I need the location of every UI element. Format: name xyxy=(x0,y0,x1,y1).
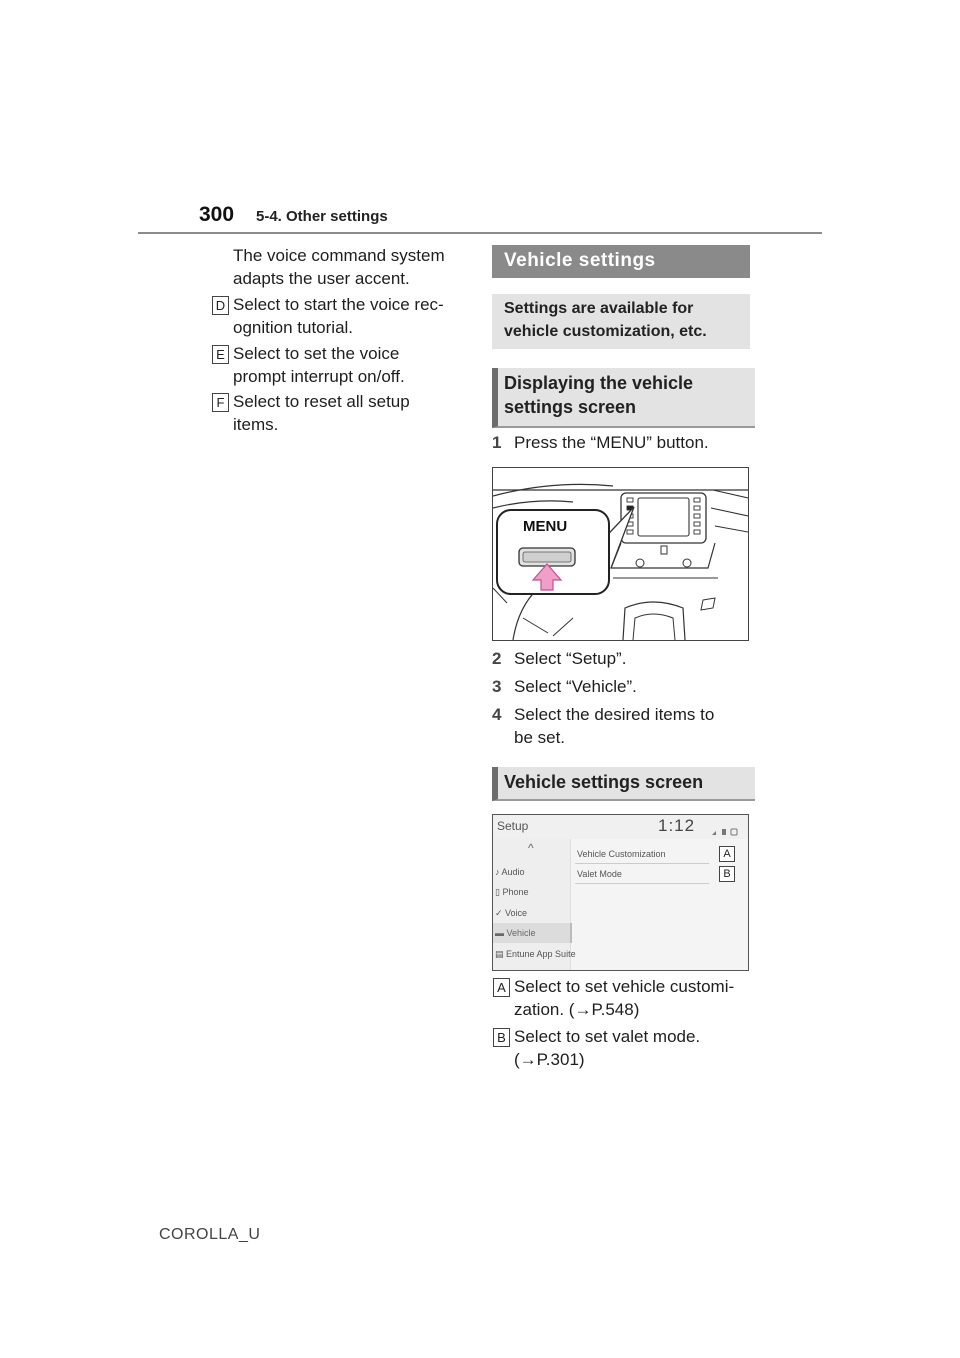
step-3-text: Select “Vehicle”. xyxy=(514,677,637,696)
screen-badge-b: B xyxy=(719,866,735,882)
item-f-text xyxy=(233,390,410,436)
summary-line1: Settings are available for xyxy=(504,300,694,317)
step-2-text: Select “Setup”. xyxy=(514,649,627,668)
setup-screen-time: 1:12 xyxy=(658,816,696,835)
vehicle-settings-title: Vehicle settings xyxy=(492,245,750,278)
item-a-text xyxy=(514,975,734,1021)
step-1-text: Press the “MENU” button. xyxy=(514,433,709,452)
app-suite-icon: ▤ xyxy=(495,949,507,959)
phone-icon: ▯ xyxy=(495,887,503,897)
item-b-text xyxy=(514,1025,700,1071)
step-3-number: 3 xyxy=(492,677,502,696)
item-b-line1: Select to set valet mode. xyxy=(514,1027,701,1046)
screen-badge-a: A xyxy=(719,846,735,862)
callout-badge-a: A xyxy=(493,978,510,997)
car-icon: ▬ xyxy=(495,928,507,938)
item-f-line1: Select to reset all setup xyxy=(233,392,410,411)
item-f-line2: items. xyxy=(233,415,279,434)
dashboard-drawing xyxy=(493,468,748,640)
display-header-line1: Displaying the vehicle xyxy=(504,373,694,393)
step-3 xyxy=(492,675,637,698)
vehicle-settings-screen-header: Vehicle settings screen xyxy=(492,767,755,801)
section-title: 5-4. Other settings xyxy=(256,208,388,225)
callout-badge-e: E xyxy=(212,345,229,364)
setup-screen-illustration xyxy=(492,814,749,971)
voice-icon: ✓ xyxy=(495,908,506,918)
setup-screen-titlebar xyxy=(493,815,748,839)
status-icons xyxy=(711,823,741,833)
intro-text: The voice command system adapts the user accent. xyxy=(233,246,445,288)
menu-callout-label: MENU xyxy=(523,518,568,535)
menu-item-valet-mode[interactable]: Valet Mode xyxy=(575,865,709,884)
sidebar-up-caret[interactable]: ^ xyxy=(528,841,534,855)
summary-box xyxy=(492,294,750,349)
menu-item-vehicle-customization[interactable]: Vehicle Customization xyxy=(575,845,709,864)
header-divider xyxy=(138,232,822,234)
item-d-text xyxy=(233,293,444,339)
step-4-number: 4 xyxy=(492,705,502,724)
item-a-line2: zation. (→P.548) xyxy=(514,1000,640,1019)
display-header-line2: settings screen xyxy=(504,397,637,417)
item-b-line2: (→P.301) xyxy=(514,1050,585,1069)
sidebar-item-entune[interactable]: ▤ Entune App Suite xyxy=(495,949,576,959)
callout-badge-b: B xyxy=(493,1028,510,1047)
sidebar-item-voice[interactable]: ✓ Voice xyxy=(495,908,528,918)
step-1-number: 1 xyxy=(492,433,502,452)
dashboard-illustration xyxy=(492,467,749,641)
item-e-text xyxy=(233,342,405,388)
summary-line2: vehicle customization, etc. xyxy=(504,323,707,340)
sidebar-item-phone[interactable]: ▯ Phone xyxy=(495,887,529,897)
page-number: 300 xyxy=(199,203,235,226)
sidebar-item-vehicle[interactable]: ▬ Vehicle xyxy=(493,923,572,943)
step-4-text: Select the desired items to xyxy=(514,705,715,724)
step-4 xyxy=(492,703,714,749)
callout-badge-f: F xyxy=(212,393,229,412)
callout-badge-d: D xyxy=(212,296,229,315)
item-e-line1: Select to set the voice xyxy=(233,344,400,363)
step-1 xyxy=(492,431,709,454)
step-2-number: 2 xyxy=(492,649,502,668)
item-d-line1: Select to start the voice rec- xyxy=(233,295,444,314)
sidebar-item-audio[interactable]: ♪ Audio xyxy=(495,867,525,877)
music-note-icon: ♪ xyxy=(495,867,502,877)
footer-model: COROLLA_U xyxy=(159,1226,261,1243)
item-e-line2: prompt interrupt on/off. xyxy=(233,367,405,386)
display-screen-header xyxy=(492,368,755,428)
item-a-line1: Select to set vehicle customi- xyxy=(514,977,735,996)
setup-screen-title: Setup xyxy=(497,819,529,833)
item-d-line2: ognition tutorial. xyxy=(233,318,354,337)
step-2 xyxy=(492,647,626,670)
step-4-text-cont: be set. xyxy=(514,728,566,747)
